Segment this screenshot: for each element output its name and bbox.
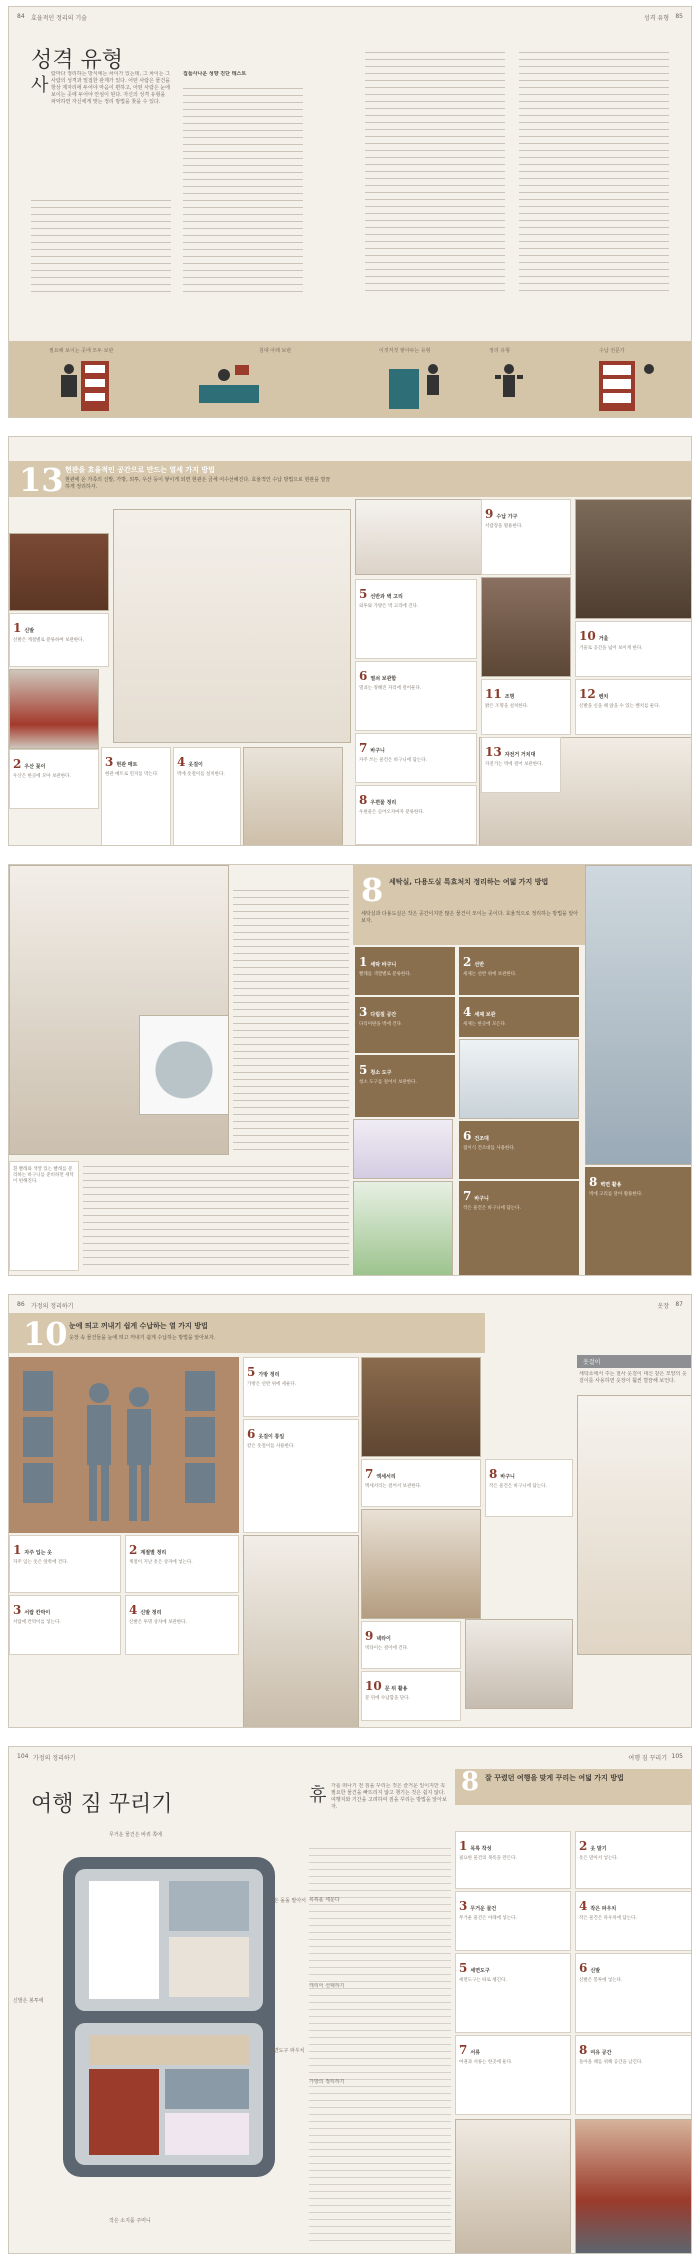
laundry-card-4: 4 세제 보관 세제는 한곳에 모은다. xyxy=(459,997,579,1037)
quiz-text-column-1 xyxy=(183,83,303,293)
ironing-board-photo xyxy=(585,865,692,1165)
page-number-right: 85 xyxy=(675,13,683,20)
closet-card-6: 6 옷걸이 통일 같은 옷걸이를 사용한다. xyxy=(243,1419,359,1533)
travel-card-5: 5 세면도구 세면도구는 따로 챙긴다. xyxy=(455,1953,571,2033)
travel-card-6: 6 신발 신발은 봉투에 넣는다. xyxy=(575,1953,692,2033)
running-header-left: 효율적인 정리의 기술 xyxy=(31,15,87,22)
tip-card-7: 7 바구니 자주 쓰는 물건은 바구니에 담는다. xyxy=(355,733,477,783)
travel-card-3: 3 무거운 물건 무거운 물건은 아래에 넣는다. xyxy=(455,1891,571,1951)
spread-travel-packing xyxy=(8,1746,692,2254)
running-header-left: 가정의 정리하기 xyxy=(31,1303,74,1310)
dropcap: 휴 xyxy=(309,1785,327,1806)
travel-card-7: 7 서류 여권과 서류는 한곳에 둔다. xyxy=(455,2035,571,2115)
tip-card-3: 3 현관 매트 현관 매트로 먼지를 막는다. xyxy=(101,747,171,846)
section-intro: 옷장 속 물건들을 눈에 띄고 꺼내기 쉽게 수납하는 방법을 알아보자. xyxy=(69,1335,216,1341)
laundry-card-7: 7 바구니 작은 물건은 바구니에 담는다. xyxy=(459,1181,579,1276)
hanging-clothes-photo xyxy=(243,1535,359,1728)
section-band xyxy=(9,1313,485,1353)
closet-card-5: 5 가방 정리 가방은 선반 위에 세운다. xyxy=(243,1357,359,1417)
tip-card-10: 10 거울 거울로 공간을 넓어 보이게 한다. xyxy=(575,621,692,677)
hangers-photo xyxy=(577,1395,692,1655)
sink-photo xyxy=(459,1039,579,1119)
callout-2: 옷은 돌돌 말아서 xyxy=(269,1898,306,1904)
pictogram-bed-icon xyxy=(199,365,259,403)
section-number: 8 xyxy=(461,1767,480,1797)
icon-label-2: 침대 아래 보관 xyxy=(259,348,292,354)
quiz-text-column-2 xyxy=(365,47,505,297)
body-text-columns xyxy=(83,1161,349,1271)
umbrella-stand-photo xyxy=(9,669,99,749)
travel-card-4: 4 작은 파우치 작은 물건은 파우치에 담는다. xyxy=(575,1891,692,1951)
spread-personality-types xyxy=(8,6,692,418)
cleaning-supplies-photo xyxy=(353,1181,453,1276)
pictogram-person-shelf-icon xyxy=(61,361,109,411)
closet-card-8: 8 바구니 작은 물건은 바구니에 담는다. xyxy=(485,1459,573,1517)
section-title: 현관을 효율적인 공간으로 만드는 열세 가지 방법 xyxy=(65,466,215,474)
intro-paragraph: 람마다 정리하는 방식에는 차이가 있는데, 그 차이는 그 사람의 성격과 밀접한 관계가 있다. 어떤 사람은 물건을 항상 제자리에 두어야 마음이 편하고, 어떤 사람은 눈에 보이는 곳에 두어야 안심이 된다. 자신의 성격 유형을 파악하면 자신에게 맞는 정리 방법을 찾을 수 있다. xyxy=(51,71,170,105)
intro-paragraph: 가를 떠나기 전 짐을 꾸리는 것은 즐거운 일이지만 꼭 필요한 물건을 빠뜨리지 않고 챙기는 것은 쉽지 않다. 여행지와 기간을 고려하여 짐을 꾸리는 방법을 알아보자. xyxy=(331,1783,447,1810)
pictogram-desk-icon xyxy=(389,364,439,409)
page-number-right: 87 xyxy=(675,1301,683,1308)
section-intro: 현관에 온 가족의 신발, 가방, 외투, 우산 등이 쌓이게 되면 현관은 금세 어수선해진다. 효율적인 수납 방법으로 현관을 깔끔하게 정리하자. xyxy=(65,477,331,490)
travel-card-2: 2 옷 말기 옷은 말아서 넣는다. xyxy=(575,1831,692,1889)
side-note: 흰 빨래와 색깔 있는 빨래를 분리하는 바구니를 준비하면 세탁이 편해진다. xyxy=(9,1161,79,1271)
tip-card-4: 4 옷걸이 벽에 옷걸이를 설치한다. xyxy=(173,747,241,846)
tip-card-13: 13 자전거 거치대 자전거는 벽에 걸어 보관한다. xyxy=(481,737,561,793)
personality-icons xyxy=(9,355,692,418)
laundry-card-8: 8 벽면 활용 벽에 고리를 달아 활용한다. xyxy=(585,1167,692,1276)
callout-4: 세면도구 파우치 xyxy=(269,2048,305,2054)
entry-cabinet-photo xyxy=(113,509,351,743)
toiletries-photo xyxy=(455,2119,571,2254)
tip-card-5: 5 선반과 벽 고리 외투와 가방은 벽 고리에 건다. xyxy=(355,579,477,659)
open-suitcase-icon xyxy=(39,1837,299,2197)
section-title: 눈에 띄고 꺼내기 쉽게 수납하는 열 가지 방법 xyxy=(69,1322,208,1330)
laundry-tips-column xyxy=(233,885,349,1155)
tip-card-6: 6 열쇠 보관함 열쇠는 정해진 자리에 걸어둔다. xyxy=(355,661,477,731)
side-tab: 옷걸이 xyxy=(577,1355,692,1368)
section-number: 8 xyxy=(361,871,384,909)
closet-card-2: 2 계절별 정리 계절이 지난 옷은 상자에 넣는다. xyxy=(125,1535,239,1593)
coat-hooks-photo xyxy=(243,747,343,846)
icon-label-1: 필요해 보이는 곳에 모두 보관 xyxy=(49,348,114,354)
walk-in-closet-photo xyxy=(361,1509,481,1619)
washing-machine-photo xyxy=(139,1015,229,1115)
side-note: 세탁소에서 주는 철사 옷걸이 대신 같은 모양의 옷걸이를 사용하면 옷장이 훨씬 깔끔해 보인다. xyxy=(579,1371,687,1384)
section-title: 세탁실, 다용도실 특효처치 정리하는 여덟 가지 방법 xyxy=(389,878,549,886)
shoe-boxes-photo xyxy=(465,1619,573,1709)
shelving-photo xyxy=(361,1357,481,1457)
tip-card-9: 9 수납 가구 서랍장을 활용한다. xyxy=(481,499,571,575)
callout-3: 신발은 봉투에 xyxy=(13,1998,44,2004)
spread-laundry-8-ways xyxy=(8,864,692,1276)
travel-card-8: 8 여유 공간 돌아올 때를 위해 공간을 남긴다. xyxy=(575,2035,692,2115)
icon-label-4: 정리 유형 xyxy=(489,348,510,354)
spread-entrance-13-ways xyxy=(8,436,692,846)
travel-card-1: 1 목록 작성 필요한 물건의 목록을 만든다. xyxy=(455,1831,571,1889)
section-intro: 세탁실과 다용도실은 작은 공간이지만 많은 물건이 모이는 곳이다. 효율적으로 정리하는 방법을 알아보자. xyxy=(361,911,579,924)
pictogram-person-arms-up-icon xyxy=(495,364,523,397)
laundry-card-1: 1 세탁 바구니 빨래를 색깔별로 분류한다. xyxy=(355,947,455,995)
dropcap: 사 xyxy=(31,75,49,96)
running-header-right: 옷장 xyxy=(657,1303,669,1310)
laundry-card-2: 2 선반 세제는 선반 위에 보관한다. xyxy=(459,947,579,995)
packing-cubes-photo xyxy=(575,2119,692,2254)
laundry-card-5: 5 청소 도구 청소 도구를 걸어서 보관한다. xyxy=(355,1055,455,1117)
closet-card-3: 3 서랍 칸막이 서랍에 칸막이를 넣는다. xyxy=(9,1595,121,1655)
icon-label-3: 이것저것 쌓아두는 유형 xyxy=(379,348,431,354)
closet-card-4: 4 신발 정리 신발은 투명 상자에 보관한다. xyxy=(125,1595,239,1655)
dresser-photo xyxy=(575,499,692,619)
detergent-photo xyxy=(353,1119,453,1179)
page-number-right: 105 xyxy=(671,1753,683,1760)
section-heading: 집들사나운 성향 진단 테스트 xyxy=(183,71,247,77)
closet-card-1: 1 자주 입는 옷 자주 입는 옷은 앞쪽에 건다. xyxy=(9,1535,121,1593)
wall-hooks-photo xyxy=(355,499,485,575)
callout-1: 무거운 물건은 바퀴 쪽에 xyxy=(109,1832,163,1838)
icon-label-5: 수납 전문가 xyxy=(599,348,625,354)
laundry-card-6: 6 건조대 접이식 건조대를 사용한다. xyxy=(459,1121,579,1179)
closet-card-9: 9 넥타이 넥타이는 걸이에 건다. xyxy=(361,1621,461,1669)
page-number-left: 84 xyxy=(17,13,25,20)
closet-illustration xyxy=(9,1357,239,1533)
running-header-right: 성격 유형 xyxy=(643,15,669,22)
hallway-photo xyxy=(481,577,571,677)
page-title: 성격 유형 xyxy=(31,48,124,73)
section-number: 13 xyxy=(19,461,64,499)
closet-card-10: 10 문 뒤 활용 문 뒤에 수납함을 단다. xyxy=(361,1671,461,1721)
shoe-rack-photo xyxy=(9,533,109,611)
laundry-card-3: 3 다림질 공간 다리미판을 벽에 건다. xyxy=(355,997,455,1053)
quiz-text-column-3 xyxy=(519,47,669,297)
tip-card-12: 12 벤치 신발을 신을 때 앉을 수 있는 벤치를 둔다. xyxy=(575,679,692,735)
people-silhouette-icon xyxy=(9,1357,239,1533)
tip-card-1: 1 신발 신발은 계절별로 분류하여 보관한다. xyxy=(9,613,109,667)
tip-card-11: 11 조명 밝은 조명을 설치한다. xyxy=(481,679,571,735)
section-title: 잘 꾸렸던 여행을 맞게 꾸리는 여덟 가지 방법 xyxy=(485,1774,624,1782)
section-number: 10 xyxy=(23,1315,68,1353)
page-number-left: 86 xyxy=(17,1301,25,1308)
tip-card-8: 8 우편물 정리 우편물은 들어오자마자 분류한다. xyxy=(355,785,477,845)
closet-card-7: 7 액세서리 액세서리는 걸어서 보관한다. xyxy=(361,1459,481,1507)
spread-closet-10-ways xyxy=(8,1294,692,1728)
intro-text-lines xyxy=(31,195,171,293)
running-header-left: 가정의 정리하기 xyxy=(33,1755,76,1762)
callout-5: 작은 소지품 주머니 xyxy=(109,2218,151,2224)
pictogram-cabinet-icon xyxy=(599,361,654,411)
body-text-lines xyxy=(309,1843,451,2243)
tip-card-2: 2 우산 꽂이 우산은 한곳에 모아 보관한다. xyxy=(9,749,99,809)
running-header-right: 여행 짐 꾸리기 xyxy=(628,1755,667,1762)
page-number-left: 104 xyxy=(17,1753,29,1760)
page-title: 여행 짐 꾸리기 xyxy=(31,1792,173,1817)
